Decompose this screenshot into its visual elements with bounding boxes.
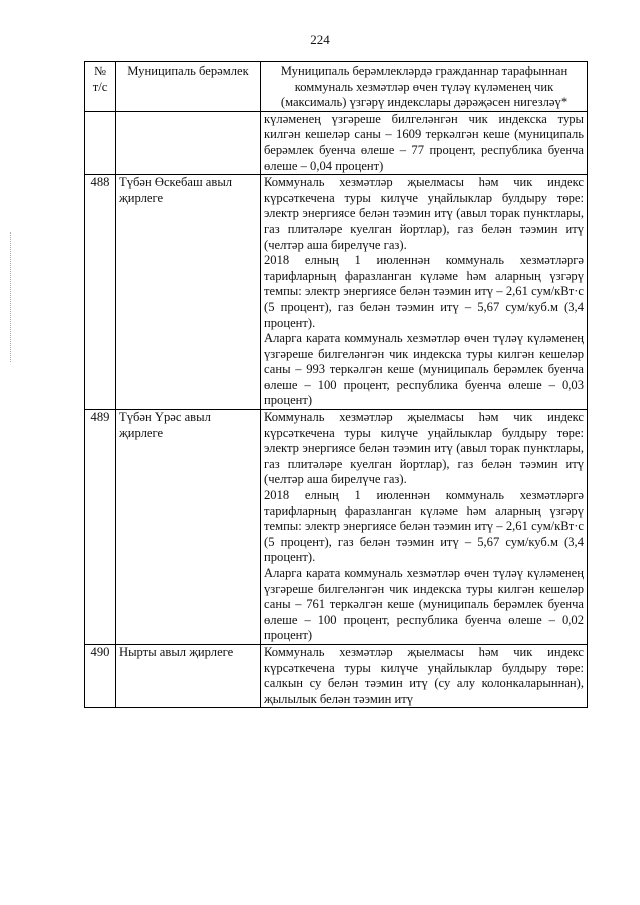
cell-number: 489 xyxy=(85,410,116,645)
cell-number: 490 xyxy=(85,644,116,707)
cell-number xyxy=(85,111,116,174)
paragraph: Коммуналь хезмәтләр җыелмасы һәм чик индекс күрсәткечена туры килүче уңайлыклар булдыру төре: электр энергиясе белән тәэмин итү (авыл торак пунктлары, газ плитәләре куелган йортлар), газ белән тәэмин итү (челтәр аша бирелүче газ). xyxy=(264,410,584,487)
header-number: № т/с xyxy=(85,62,116,112)
paragraph: Аларга карата коммуналь хезмәтләр өчен түләү күләменең үзгәреше билгеләнгән чик индекска туры килгән кешеләр саны – 761 теркәлгән кеше (муниципаль берәмлек буенча өлеше – 100 процент, республика буенча өлеше – 0,02 процент) xyxy=(264,566,584,643)
cell-municipality: Түбән Өскебаш авыл җирлеге xyxy=(116,175,261,410)
paragraph: 2018 елның 1 июленнән коммуналь хезмәтләргә тарифларның фаразланган күләме һәм аларның үзгәрү темпы: электр энергиясе белән тәэмин итү – 2,61 сум/кВт·с (5 процент), газ белән тәэмин итү – 5,67 сум/куб.м (3,4 процент). xyxy=(264,488,584,565)
tariff-table xyxy=(84,61,588,708)
header-municipality: Муниципаль берәмлек xyxy=(116,62,261,112)
cell-number: 488 xyxy=(85,175,116,410)
paragraph: күләменең үзгәреше билгеләнгән чик индекска туры килгән кешеләр саны – 1609 теркәлгән кеше (муниципаль берәмлек буенча өлеше – 77 процент, республика буенча өлеше – 0,04 процент) xyxy=(264,111,584,173)
paragraph: Коммуналь хезмәтләр җыелмасы һәм чик индекс күрсәткечена туры килүче уңайлыклар булдыру төре: электр энергиясе белән тәэмин итү (авыл торак пунктлары, газ плитәләре куелган йортлар), газ белән тәэмин итү (челтәр аша бирелүче газ). xyxy=(264,175,584,252)
cell-municipality xyxy=(116,111,261,174)
header-description: Муниципаль берәмлекләрдә гражданнар тарафыннан коммуналь хезмәтләр өчен түләү күләменең чик (максималь) үзгәрү индекслары дәрәҗәсен нигезләү* xyxy=(261,62,588,112)
page-number: 224 xyxy=(310,32,330,47)
cell-description xyxy=(261,644,588,707)
paragraph: Аларга карата коммуналь хезмәтләр өчен түләү күләменең үзгәреше билгеләнгән чик индекска туры килгән кешеләр саны – 993 теркәлгән кеше (муниципаль берәмлек буенча өлеше – 100 процент, республика буенча өлеше – 0,03 процент) xyxy=(264,331,584,408)
cell-description xyxy=(261,111,588,174)
cell-municipality: Нырты авыл җирлеге xyxy=(116,644,261,707)
table-row-488 xyxy=(85,175,588,410)
cell-municipality: Түбән Үрәс авыл җирлеге xyxy=(116,410,261,645)
table-row-489 xyxy=(85,410,588,645)
paragraph: Коммуналь хезмәтләр җыелмасы һәм чик индекс күрсәткечена туры килүче уңайлыклар булдыру төре: салкын су белән тәэмин итү (су алу колонкаларыннан), җылылык белән тәэмин итү xyxy=(264,644,584,706)
table-row-continuation xyxy=(85,111,588,174)
cell-description xyxy=(261,175,588,410)
cell-description xyxy=(261,410,588,645)
table-row-490 xyxy=(85,644,588,707)
table-header-row xyxy=(85,62,588,112)
margin-scan-marks xyxy=(10,232,13,362)
paragraph: 2018 елның 1 июленнән коммуналь хезмәтләргә тарифларның фаразланган күләме һәм аларның үзгәрү темпы: электр энергиясе белән тәэмин итү – 2,61 сум/кВт·с (5 процент), газ белән тәэмин итү – 5,67 сум/куб.м (3,4 процент). xyxy=(264,253,584,330)
